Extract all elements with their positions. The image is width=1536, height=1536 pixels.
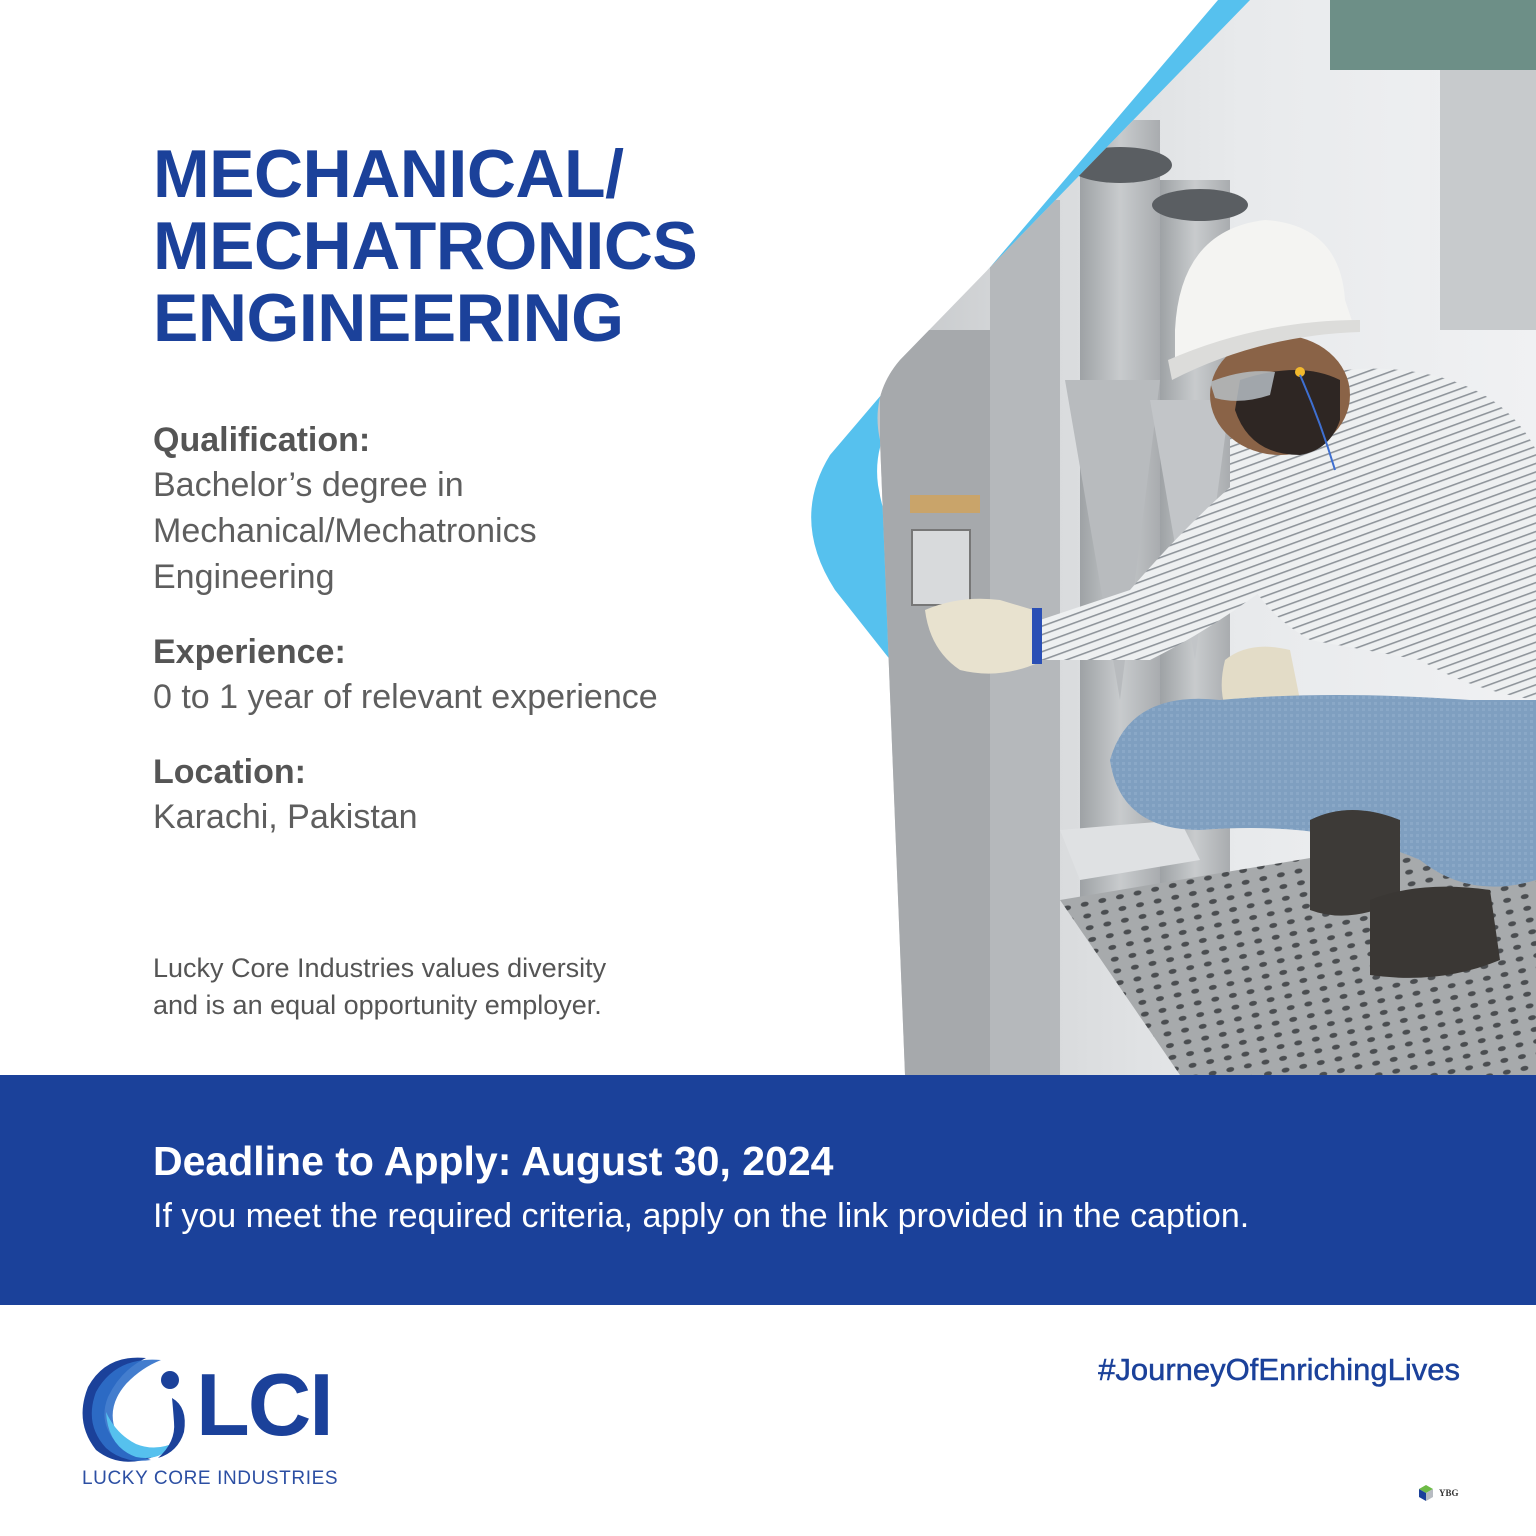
experience-label: Experience: xyxy=(153,633,346,671)
job-title-line-2: MECHATRONICS xyxy=(153,208,698,284)
deadline-band xyxy=(0,1075,1536,1305)
qualification-line-1: Bachelor’s degree in xyxy=(153,466,464,504)
qualification-value xyxy=(153,462,773,600)
lci-logo-text: LCI xyxy=(196,1355,332,1454)
lci-logo-icon xyxy=(76,1352,206,1472)
ybg-text: YBG xyxy=(1439,1488,1459,1498)
location-label: Location: xyxy=(153,753,306,791)
agency-mark xyxy=(1417,1484,1459,1502)
qualification-line-3: Engineering xyxy=(153,558,335,596)
experience-value xyxy=(153,674,773,720)
experience-section xyxy=(153,630,773,720)
location-text: Karachi, Pakistan xyxy=(153,798,418,836)
qualification-line-2: Mechanical/Mechatronics xyxy=(153,512,537,550)
qualification-section xyxy=(153,418,773,600)
qualification-label: Qualification: xyxy=(153,421,371,459)
job-details xyxy=(153,418,773,870)
apply-instruction: If you meet the required criteria, apply on the link provided in the caption. xyxy=(153,1197,1250,1235)
job-title-line-3: ENGINEERING xyxy=(153,280,624,356)
location-value xyxy=(153,794,773,840)
deadline-text: Deadline to Apply: August 30, 2024 xyxy=(153,1138,834,1184)
company-name: LUCKY CORE INDUSTRIES xyxy=(82,1468,339,1489)
experience-text: 0 to 1 year of relevant experience xyxy=(153,678,658,716)
job-title-line-1: MECHANICAL/ xyxy=(153,136,624,212)
location-section xyxy=(153,750,773,840)
diversity-statement xyxy=(153,950,606,1024)
ybg-logo-icon xyxy=(1417,1484,1435,1502)
diversity-line-2: and is an equal opportunity employer. xyxy=(153,990,602,1020)
job-title xyxy=(153,138,697,354)
campaign-hashtag: #JourneyOfEnrichingLives xyxy=(1098,1352,1460,1387)
diversity-line-1: Lucky Core Industries values diversity xyxy=(153,953,607,983)
